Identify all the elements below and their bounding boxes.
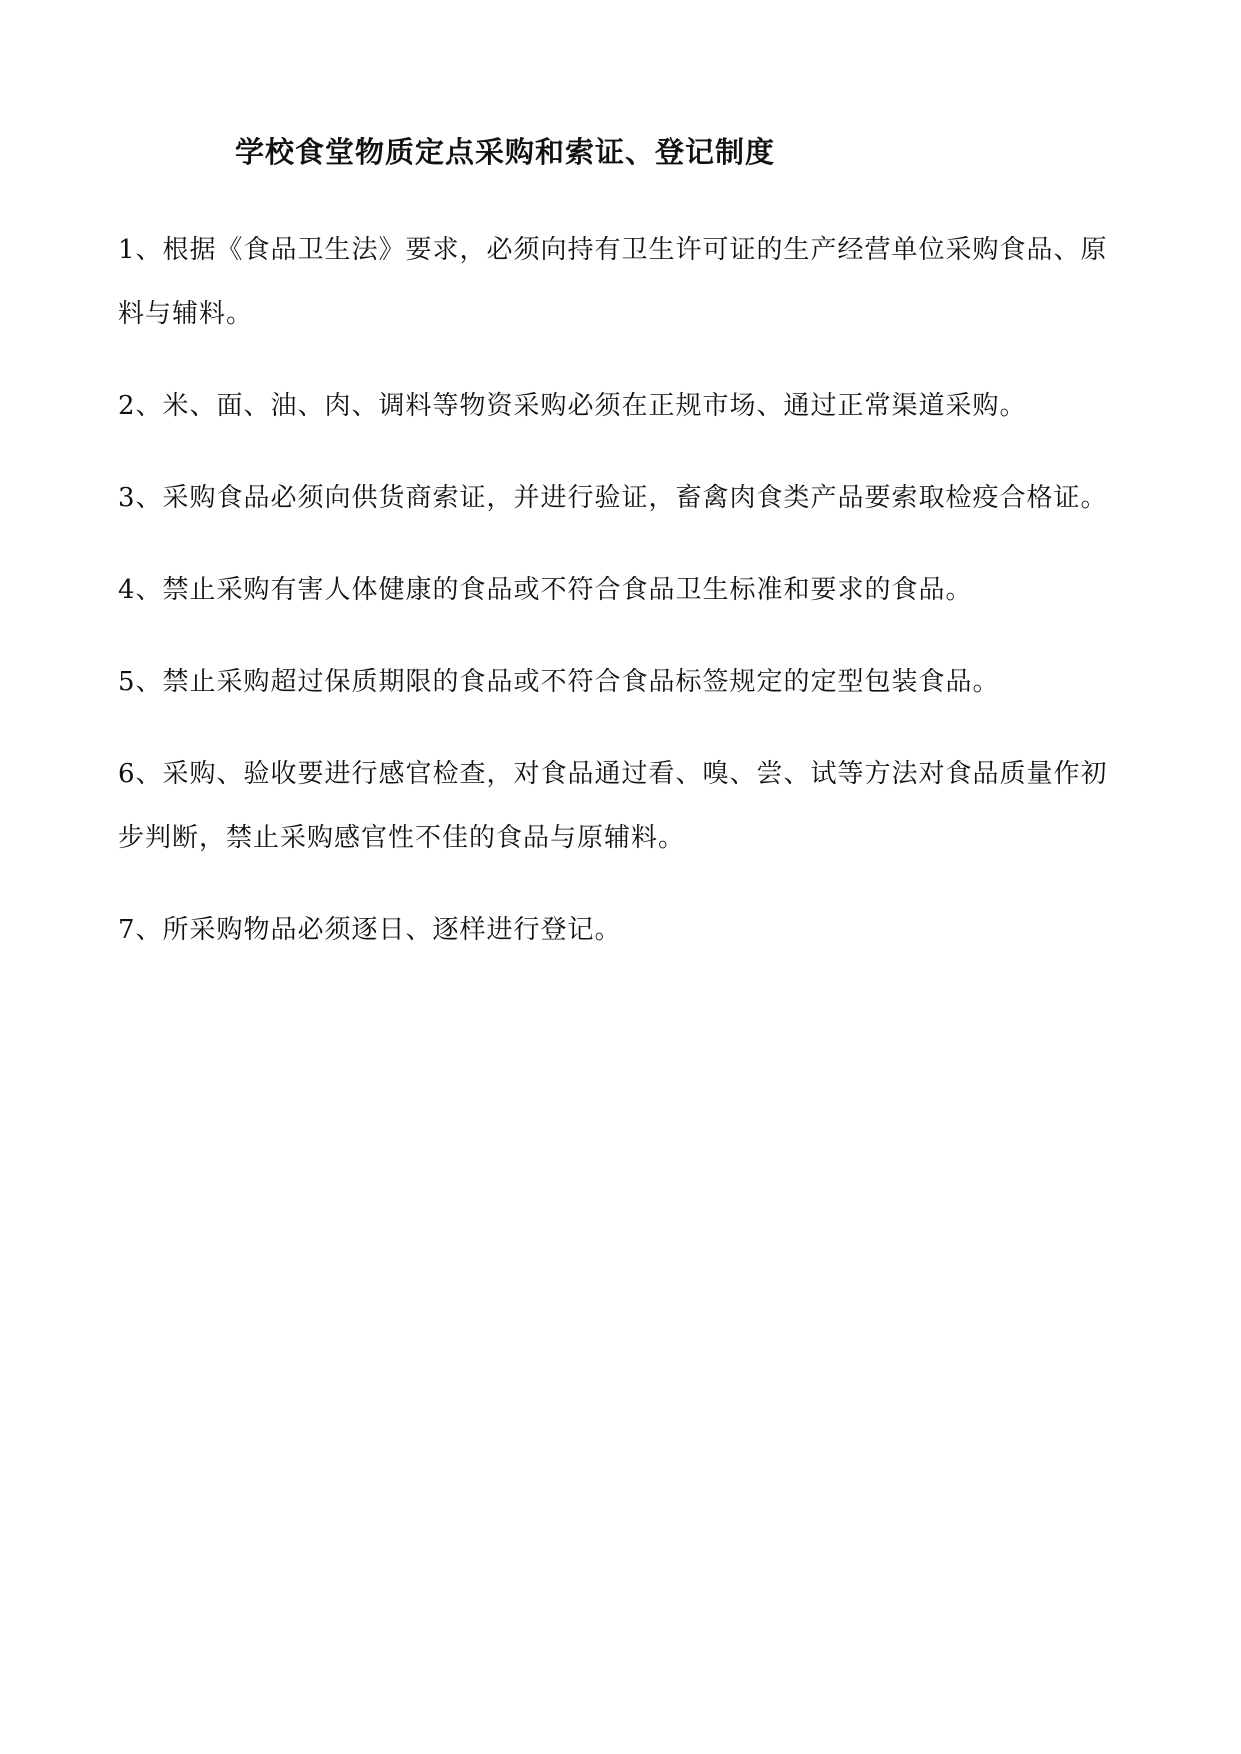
rule-item-4: 4、禁止采购有害人体健康的食品或不符合食品卫生标准和要求的食品。 — [118, 575, 973, 605]
rules-list — [118, 218, 1128, 990]
rule-item-7: 7、所采购物品必须逐日、逐样进行登记。 — [118, 915, 622, 945]
rule-item-2: 2、米、面、油、肉、调料等物资采购必须在正规市场、通过正常渠道采购。 — [118, 391, 1027, 421]
rule-item-6: 6、采购、验收要进行感官检查，对食品通过看、嗅、尝、试等方法对食品质量作初步判断，禁止采购感官性不佳的食品与原辅料。 — [118, 759, 1108, 853]
document-title: 学校食堂物质定点采购和索证、登记制度 — [235, 135, 776, 169]
rule-item-1: 1、根据《食品卫生法》要求，必须向持有卫生许可证的生产经营单位采购食品、原料与辅料。 — [118, 235, 1108, 329]
rule-item-5: 5、禁止采购超过保质期限的食品或不符合食品标签规定的定型包装食品。 — [118, 667, 1000, 697]
rule-item-3: 3、采购食品必须向供货商索证，并进行验证，畜禽肉食类产品要索取检疫合格证。 — [118, 483, 1108, 513]
